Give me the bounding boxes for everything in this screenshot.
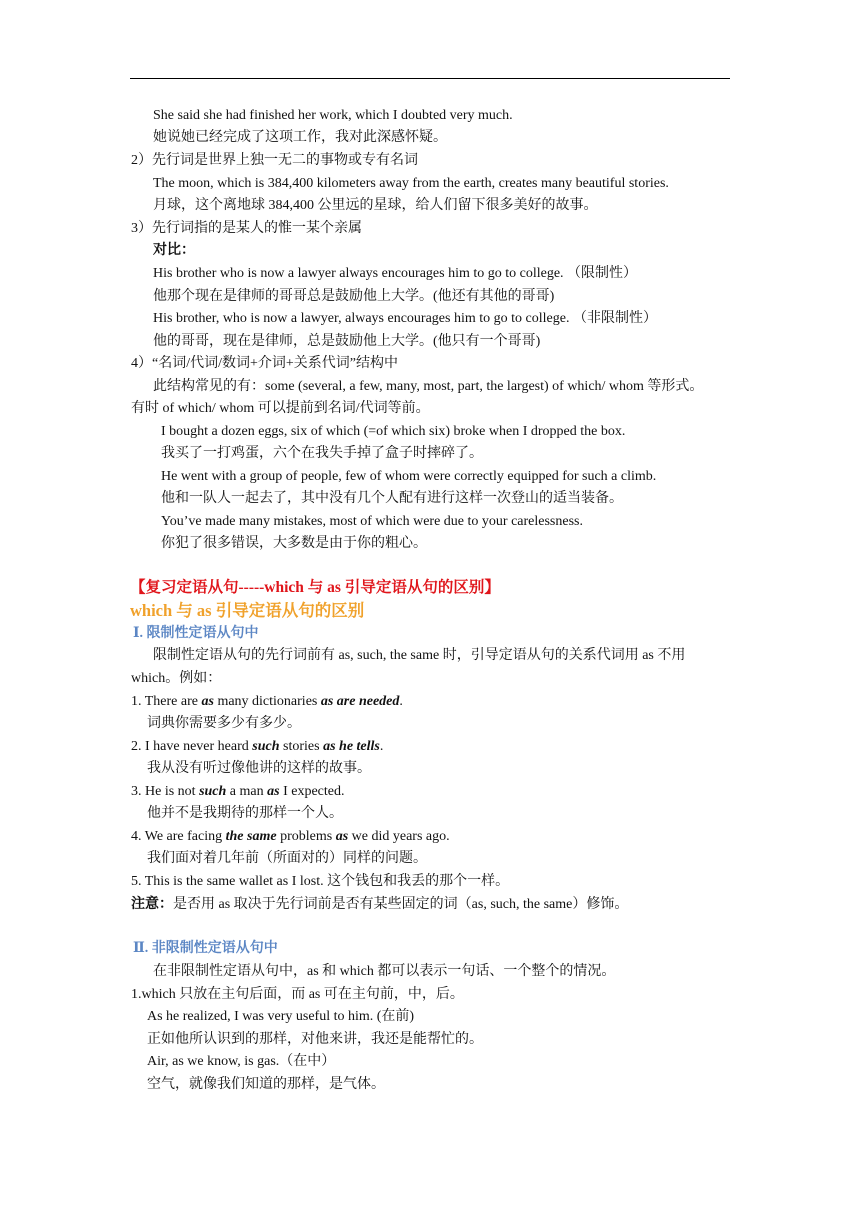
example-sentence: 1. There are as many dictionaries as are needed.	[131, 694, 403, 709]
example-sentence: As he realized, I was very useful to him. (在前)	[147, 1009, 415, 1024]
example-sentence: His brother, who is now a lawyer, always encourages him to go to college. （非限制性）	[153, 311, 657, 326]
example-sentence: 5. This is the same wallet as I lost. 这个钱包和我丢的那个一样。	[131, 874, 510, 889]
explanation: 此结构常见的有：some (several, a few, many, most, part, the largest) of which/ whom 等形式。	[153, 379, 704, 394]
section-title-restrictive: Ⅰ. 限制性定语从句中	[133, 626, 259, 641]
subsection-heading: which 与 as 引导定语从句的区别	[130, 601, 365, 620]
example-sentence: 4. We are facing the same problems as we did years ago.	[131, 829, 450, 844]
translation: 他并不是我期待的那样一个人。	[147, 806, 343, 821]
translation: 空气，就像我们知道的那样，是气体。	[147, 1077, 385, 1092]
translation: 我买了一打鸡蛋，六个在我失手掉了盒子时摔碎了。	[161, 446, 483, 461]
example-sentence: 2. I have never heard such stories as he tells.	[131, 739, 384, 754]
example-sentence: He went with a group of people, few of whom were correctly equipped for such a climb.	[161, 469, 657, 484]
explanation: 在非限制性定语从句中，as 和 which 都可以表示一句话、一个整个的情况。	[153, 964, 616, 979]
translation: 她说她已经完成了这项工作，我对此深感怀疑。	[153, 130, 447, 145]
example-sentence: His brother who is now a lawyer always encourages him to go to college. （限制性）	[153, 266, 638, 281]
example-sentence: I bought a dozen eggs, six of which (=of which six) broke when I dropped the box.	[161, 424, 626, 439]
translation: 月球，这个离地球 384,400 公里远的星球，给人们留下很多美好的故事。	[153, 198, 598, 213]
translation: 我们面对着几年前（所面对的）同样的问题。	[147, 851, 427, 866]
section-title-nonrestrictive: Ⅱ. 非限制性定语从句中	[133, 941, 278, 956]
section-heading: 【复习定语从句-----which 与 as 引导定语从句的区别】	[130, 579, 500, 596]
translation: 他和一队人一起去了，其中没有几个人配有进行这样一次登山的适当装备。	[161, 491, 623, 506]
example-sentence: She said she had finished her work, which I doubted very much.	[153, 108, 513, 123]
rule-item-3: 3）先行词指的是某人的惟一某个亲属	[131, 221, 362, 236]
rule-item-1: 1.which 只放在主句后面，而 as 可在主句前，中，后。	[131, 987, 464, 1002]
example-sentence: The moon, which is 384,400 kilometers away from the earth, creates many beautiful stories.	[153, 176, 669, 191]
rule-item-2: 2）先行词是世界上独一无二的事物或专有名词	[131, 153, 418, 168]
note-label: 注意：	[131, 897, 173, 912]
translation: 词典你需要多少有多少。	[147, 716, 301, 731]
rule-item-4: 4）“名词/代词/数词+介词+关系代词”结构中	[131, 356, 398, 371]
translation: 他那个现在是律师的哥哥总是鼓励他上大学。(他还有其他的哥哥)	[153, 289, 555, 304]
explanation: 限制性定语从句的先行词前有 as, such, the same 时，引导定语从句的关系代词用 as 不用	[153, 648, 686, 663]
translation: 我从没有听过像他讲的这样的故事。	[147, 761, 371, 776]
explanation: which。例如：	[131, 671, 222, 686]
example-sentence: 3. He is not such a man as I expected.	[131, 784, 345, 799]
example-sentence: Air, as we know, is gas.（在中）	[147, 1054, 336, 1069]
explanation: 有时 of which/ whom 可以提前到名词/代词等前。	[131, 401, 430, 416]
translation: 你犯了很多错误，大多数是由于你的粗心。	[161, 536, 427, 551]
example-sentence: You’ve made many mistakes, most of which were due to your carelessness.	[161, 514, 583, 529]
header-rule	[130, 78, 730, 79]
translation: 他的哥哥，现在是律师，总是鼓励他上大学。(他只有一个哥哥)	[153, 334, 541, 349]
contrast-label: 对比：	[153, 243, 195, 258]
note: 注意：是否用 as 取决于先行词前是否有某些固定的词（as, such, the same）修饰。	[131, 897, 629, 912]
translation: 正如他所认识到的那样，对他来讲，我还是能帮忙的。	[147, 1032, 483, 1047]
